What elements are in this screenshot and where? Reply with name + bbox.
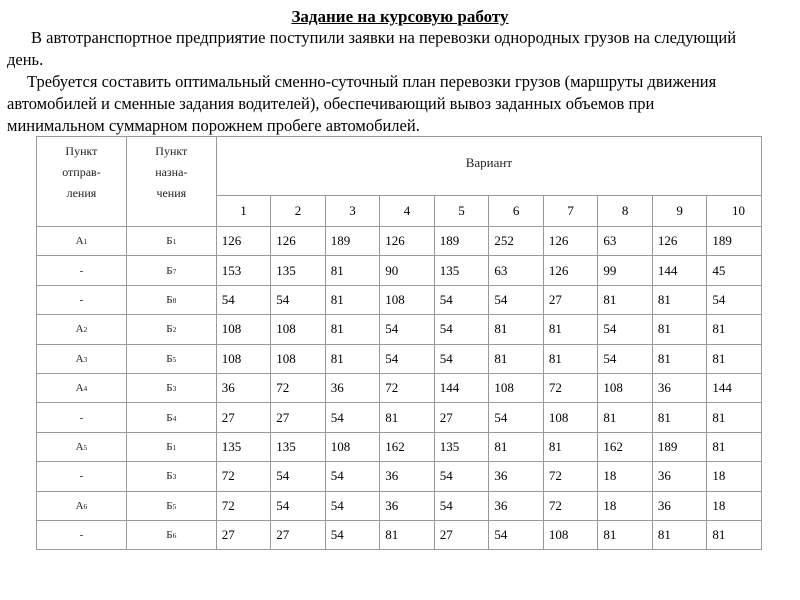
table-cell: 72 bbox=[216, 462, 271, 491]
paragraph-intro-line-2: день. bbox=[7, 50, 44, 69]
table-cell: 81 bbox=[380, 403, 435, 432]
variant-number: 4 bbox=[380, 196, 435, 227]
destination-point-letter: Б bbox=[166, 382, 173, 395]
table-cell: 54 bbox=[271, 491, 326, 520]
table-cell: 36 bbox=[652, 462, 707, 491]
table-row bbox=[37, 344, 762, 373]
table-cell: 135 bbox=[271, 256, 326, 285]
table-cell: 126 bbox=[216, 227, 271, 256]
destination-point-index: 3 bbox=[172, 472, 177, 482]
table-cell: 144 bbox=[707, 373, 762, 402]
origin-point-letter: - bbox=[79, 470, 84, 483]
table-cell: 54 bbox=[216, 285, 271, 314]
table-cell: 54 bbox=[380, 344, 435, 373]
destination-point-index: 8 bbox=[172, 295, 177, 305]
table-cell: 81 bbox=[707, 403, 762, 432]
table-cell: 63 bbox=[598, 227, 653, 256]
paragraph-requirement-line-3: минимальном суммарном порожнем пробеге автомобилей. bbox=[7, 116, 420, 135]
table-cell: 18 bbox=[598, 491, 653, 520]
table-cell: 108 bbox=[216, 344, 271, 373]
table-cell: 126 bbox=[380, 227, 435, 256]
variant-number: 3 bbox=[325, 196, 380, 227]
table-header-row bbox=[37, 137, 762, 196]
table-cell: 81 bbox=[707, 520, 762, 549]
destination-point-index: 7 bbox=[172, 266, 177, 276]
table-cell: 189 bbox=[434, 227, 489, 256]
table-cell: 36 bbox=[489, 462, 544, 491]
table-cell: 36 bbox=[380, 462, 435, 491]
table-cell: 135 bbox=[216, 432, 271, 461]
destination-point-index: 6 bbox=[172, 531, 177, 541]
destination-point bbox=[126, 227, 216, 256]
table-cell: 81 bbox=[380, 520, 435, 549]
table-cell: 81 bbox=[652, 403, 707, 432]
table-cell: 81 bbox=[598, 403, 653, 432]
table-cell: 126 bbox=[543, 256, 598, 285]
table-cell: 189 bbox=[707, 227, 762, 256]
table-cell: 135 bbox=[271, 432, 326, 461]
table-cell: 81 bbox=[707, 315, 762, 344]
origin-point bbox=[37, 227, 127, 256]
table-cell: 72 bbox=[216, 491, 271, 520]
table-cell: 81 bbox=[325, 256, 380, 285]
table-cell: 90 bbox=[380, 256, 435, 285]
paragraph-intro bbox=[7, 27, 797, 71]
destination-point-letter: Б bbox=[166, 470, 173, 483]
table-cell: 72 bbox=[271, 373, 326, 402]
destination-point-index: 1 bbox=[172, 442, 177, 452]
table-cell: 72 bbox=[543, 491, 598, 520]
destination-point bbox=[126, 462, 216, 491]
destination-point bbox=[126, 256, 216, 285]
table-cell: 189 bbox=[652, 432, 707, 461]
table-cell: 153 bbox=[216, 256, 271, 285]
origin-point-index: 3 bbox=[83, 354, 88, 364]
table-row bbox=[37, 403, 762, 432]
table-row bbox=[37, 432, 762, 461]
table-cell: 81 bbox=[652, 285, 707, 314]
origin-point-index: 2 bbox=[83, 325, 88, 335]
table-cell: 36 bbox=[216, 373, 271, 402]
table-cell: 36 bbox=[652, 373, 707, 402]
table-cell: 54 bbox=[325, 403, 380, 432]
table-cell: 54 bbox=[271, 462, 326, 491]
variant-number: 2 bbox=[271, 196, 326, 227]
table-cell: 27 bbox=[434, 520, 489, 549]
table-cell: 72 bbox=[543, 462, 598, 491]
origin-point-letter: А bbox=[75, 382, 84, 395]
paragraph-requirement-line-1: Требуется составить оптимальный сменно-суточный план перевозки грузов (маршруты движения bbox=[27, 72, 717, 91]
table-cell: 108 bbox=[598, 373, 653, 402]
table-cell: 54 bbox=[434, 344, 489, 373]
variant-number: 9 bbox=[652, 196, 707, 227]
origin-point bbox=[37, 403, 127, 432]
origin-point-index: 1 bbox=[83, 237, 88, 247]
table-cell: 27 bbox=[216, 520, 271, 549]
origin-point bbox=[37, 432, 127, 461]
table-row bbox=[37, 462, 762, 491]
origin-point bbox=[37, 315, 127, 344]
destination-point-letter: Б bbox=[166, 264, 173, 277]
table-cell: 81 bbox=[489, 432, 544, 461]
origin-point bbox=[37, 373, 127, 402]
table-row bbox=[37, 285, 762, 314]
table-row bbox=[37, 315, 762, 344]
table-cell: 54 bbox=[434, 285, 489, 314]
table-cell: 135 bbox=[434, 432, 489, 461]
origin-point-letter: - bbox=[79, 293, 84, 306]
table-cell: 36 bbox=[380, 491, 435, 520]
destination-point bbox=[126, 315, 216, 344]
table-cell: 36 bbox=[325, 373, 380, 402]
table-cell: 54 bbox=[598, 315, 653, 344]
variant-number: 1 bbox=[216, 196, 271, 227]
table-cell: 108 bbox=[489, 373, 544, 402]
table-cell: 54 bbox=[325, 491, 380, 520]
table-cell: 252 bbox=[489, 227, 544, 256]
table-cell: 81 bbox=[325, 285, 380, 314]
table-cell: 27 bbox=[271, 520, 326, 549]
table-cell: 162 bbox=[598, 432, 653, 461]
origin-point-index: 5 bbox=[83, 442, 88, 452]
table-cell: 45 bbox=[707, 256, 762, 285]
table-row bbox=[37, 520, 762, 549]
table-cell: 108 bbox=[380, 285, 435, 314]
table-cell: 36 bbox=[652, 491, 707, 520]
table-cell: 126 bbox=[271, 227, 326, 256]
table-cell: 144 bbox=[652, 256, 707, 285]
destination-point-letter: Б bbox=[166, 440, 173, 453]
table-cell: 27 bbox=[543, 285, 598, 314]
table-cell: 162 bbox=[380, 432, 435, 461]
destination-point-index: 4 bbox=[172, 413, 177, 423]
origin-point-letter: А bbox=[75, 352, 84, 365]
origin-point bbox=[37, 491, 127, 520]
origin-point bbox=[37, 520, 127, 549]
table-cell: 81 bbox=[652, 520, 707, 549]
table-cell: 81 bbox=[652, 315, 707, 344]
destination-point-letter: Б bbox=[166, 235, 173, 248]
origin-point bbox=[37, 256, 127, 285]
table-cell: 27 bbox=[216, 403, 271, 432]
origin-point-letter: А bbox=[75, 440, 84, 453]
header-origin-line: отправ- bbox=[62, 165, 101, 179]
table-cell: 108 bbox=[543, 520, 598, 549]
destination-point bbox=[126, 432, 216, 461]
table-cell: 54 bbox=[434, 462, 489, 491]
table-cell: 126 bbox=[543, 227, 598, 256]
table-cell: 81 bbox=[325, 315, 380, 344]
table-cell: 54 bbox=[380, 315, 435, 344]
origin-point bbox=[37, 462, 127, 491]
variant-number: 8 bbox=[598, 196, 653, 227]
paragraph-requirement bbox=[7, 71, 797, 137]
table-cell: 18 bbox=[707, 491, 762, 520]
table-cell: 126 bbox=[652, 227, 707, 256]
table-cell: 81 bbox=[652, 344, 707, 373]
table-cell: 54 bbox=[325, 462, 380, 491]
table-cell: 54 bbox=[489, 520, 544, 549]
table-cell: 54 bbox=[489, 403, 544, 432]
table-cell: 81 bbox=[707, 344, 762, 373]
header-destination-line: чения bbox=[156, 186, 187, 200]
header-origin bbox=[37, 137, 127, 227]
table-cell: 36 bbox=[489, 491, 544, 520]
destination-point-index: 2 bbox=[172, 325, 177, 335]
table-cell: 108 bbox=[216, 315, 271, 344]
destination-point-letter: Б bbox=[166, 529, 173, 542]
variant-number: 6 bbox=[489, 196, 544, 227]
table-cell: 72 bbox=[380, 373, 435, 402]
table-row bbox=[37, 227, 762, 256]
table-cell: 81 bbox=[543, 344, 598, 373]
table-cell: 81 bbox=[543, 315, 598, 344]
table-cell: 27 bbox=[271, 403, 326, 432]
table-cell: 189 bbox=[325, 227, 380, 256]
table-cell: 54 bbox=[489, 285, 544, 314]
destination-point-letter: Б bbox=[166, 499, 173, 512]
variant-number: 5 bbox=[434, 196, 489, 227]
table-cell: 81 bbox=[543, 432, 598, 461]
cargo-table bbox=[36, 136, 762, 550]
origin-point-letter: - bbox=[79, 411, 84, 424]
destination-point-index: 5 bbox=[172, 501, 177, 511]
origin-point bbox=[37, 344, 127, 373]
origin-point bbox=[37, 285, 127, 314]
destination-point-index: 1 bbox=[172, 237, 177, 247]
table-cell: 108 bbox=[325, 432, 380, 461]
table-cell: 54 bbox=[325, 520, 380, 549]
table-cell: 81 bbox=[707, 432, 762, 461]
table-cell: 81 bbox=[598, 520, 653, 549]
paragraph-intro-line-1: В автотранспортное предприятие поступили заявки на перевозки однородных грузов на следующий bbox=[31, 28, 737, 47]
table-cell: 108 bbox=[271, 344, 326, 373]
table-cell: 63 bbox=[489, 256, 544, 285]
destination-point bbox=[126, 520, 216, 549]
origin-point-letter: А bbox=[75, 323, 84, 336]
table-row bbox=[37, 373, 762, 402]
destination-point bbox=[126, 491, 216, 520]
variant-number: 7 bbox=[543, 196, 598, 227]
table-cell: 54 bbox=[434, 491, 489, 520]
origin-point-letter: А bbox=[75, 499, 84, 512]
table-cell: 18 bbox=[598, 462, 653, 491]
origin-point-letter: А bbox=[75, 235, 84, 248]
table-cell: 81 bbox=[325, 344, 380, 373]
table-cell: 144 bbox=[434, 373, 489, 402]
header-variant: Вариант bbox=[216, 137, 761, 196]
table-row bbox=[37, 256, 762, 285]
table-cell: 135 bbox=[434, 256, 489, 285]
paragraph-requirement-line-2: автомобилей и сменные задания водителей), обеспечивающий вывоз заданных объемов при bbox=[7, 94, 655, 113]
table-row bbox=[37, 491, 762, 520]
header-origin-line: Пункт bbox=[65, 144, 98, 158]
destination-point bbox=[126, 285, 216, 314]
header-destination-line: Пункт bbox=[155, 144, 188, 158]
table-cell: 18 bbox=[707, 462, 762, 491]
destination-point-index: 3 bbox=[172, 384, 177, 394]
table-cell: 54 bbox=[271, 285, 326, 314]
variant-number: 10 bbox=[707, 196, 762, 227]
destination-point-letter: Б bbox=[166, 411, 173, 424]
destination-point bbox=[126, 373, 216, 402]
destination-point-letter: Б bbox=[166, 293, 173, 306]
document-title: Задание на курсовую работу bbox=[291, 7, 509, 26]
table-cell: 54 bbox=[598, 344, 653, 373]
destination-point-letter: Б bbox=[166, 323, 173, 336]
destination-point bbox=[126, 403, 216, 432]
table-cell: 72 bbox=[543, 373, 598, 402]
table-cell: 81 bbox=[598, 285, 653, 314]
table-cell: 27 bbox=[434, 403, 489, 432]
header-destination-line: назна- bbox=[155, 165, 188, 179]
table-cell: 54 bbox=[707, 285, 762, 314]
origin-point-index: 6 bbox=[83, 501, 88, 511]
table-cell: 108 bbox=[271, 315, 326, 344]
table-cell: 54 bbox=[434, 315, 489, 344]
table-cell: 99 bbox=[598, 256, 653, 285]
table-cell: 81 bbox=[489, 315, 544, 344]
destination-point-letter: Б bbox=[166, 352, 173, 365]
origin-point-index: 4 bbox=[83, 384, 88, 394]
destination-point bbox=[126, 344, 216, 373]
header-destination bbox=[126, 137, 216, 227]
origin-point-letter: - bbox=[79, 264, 84, 277]
table-cell: 81 bbox=[489, 344, 544, 373]
header-origin-line: ления bbox=[66, 186, 97, 200]
table-cell: 108 bbox=[543, 403, 598, 432]
destination-point-index: 5 bbox=[172, 354, 177, 364]
origin-point-letter: - bbox=[79, 529, 84, 542]
